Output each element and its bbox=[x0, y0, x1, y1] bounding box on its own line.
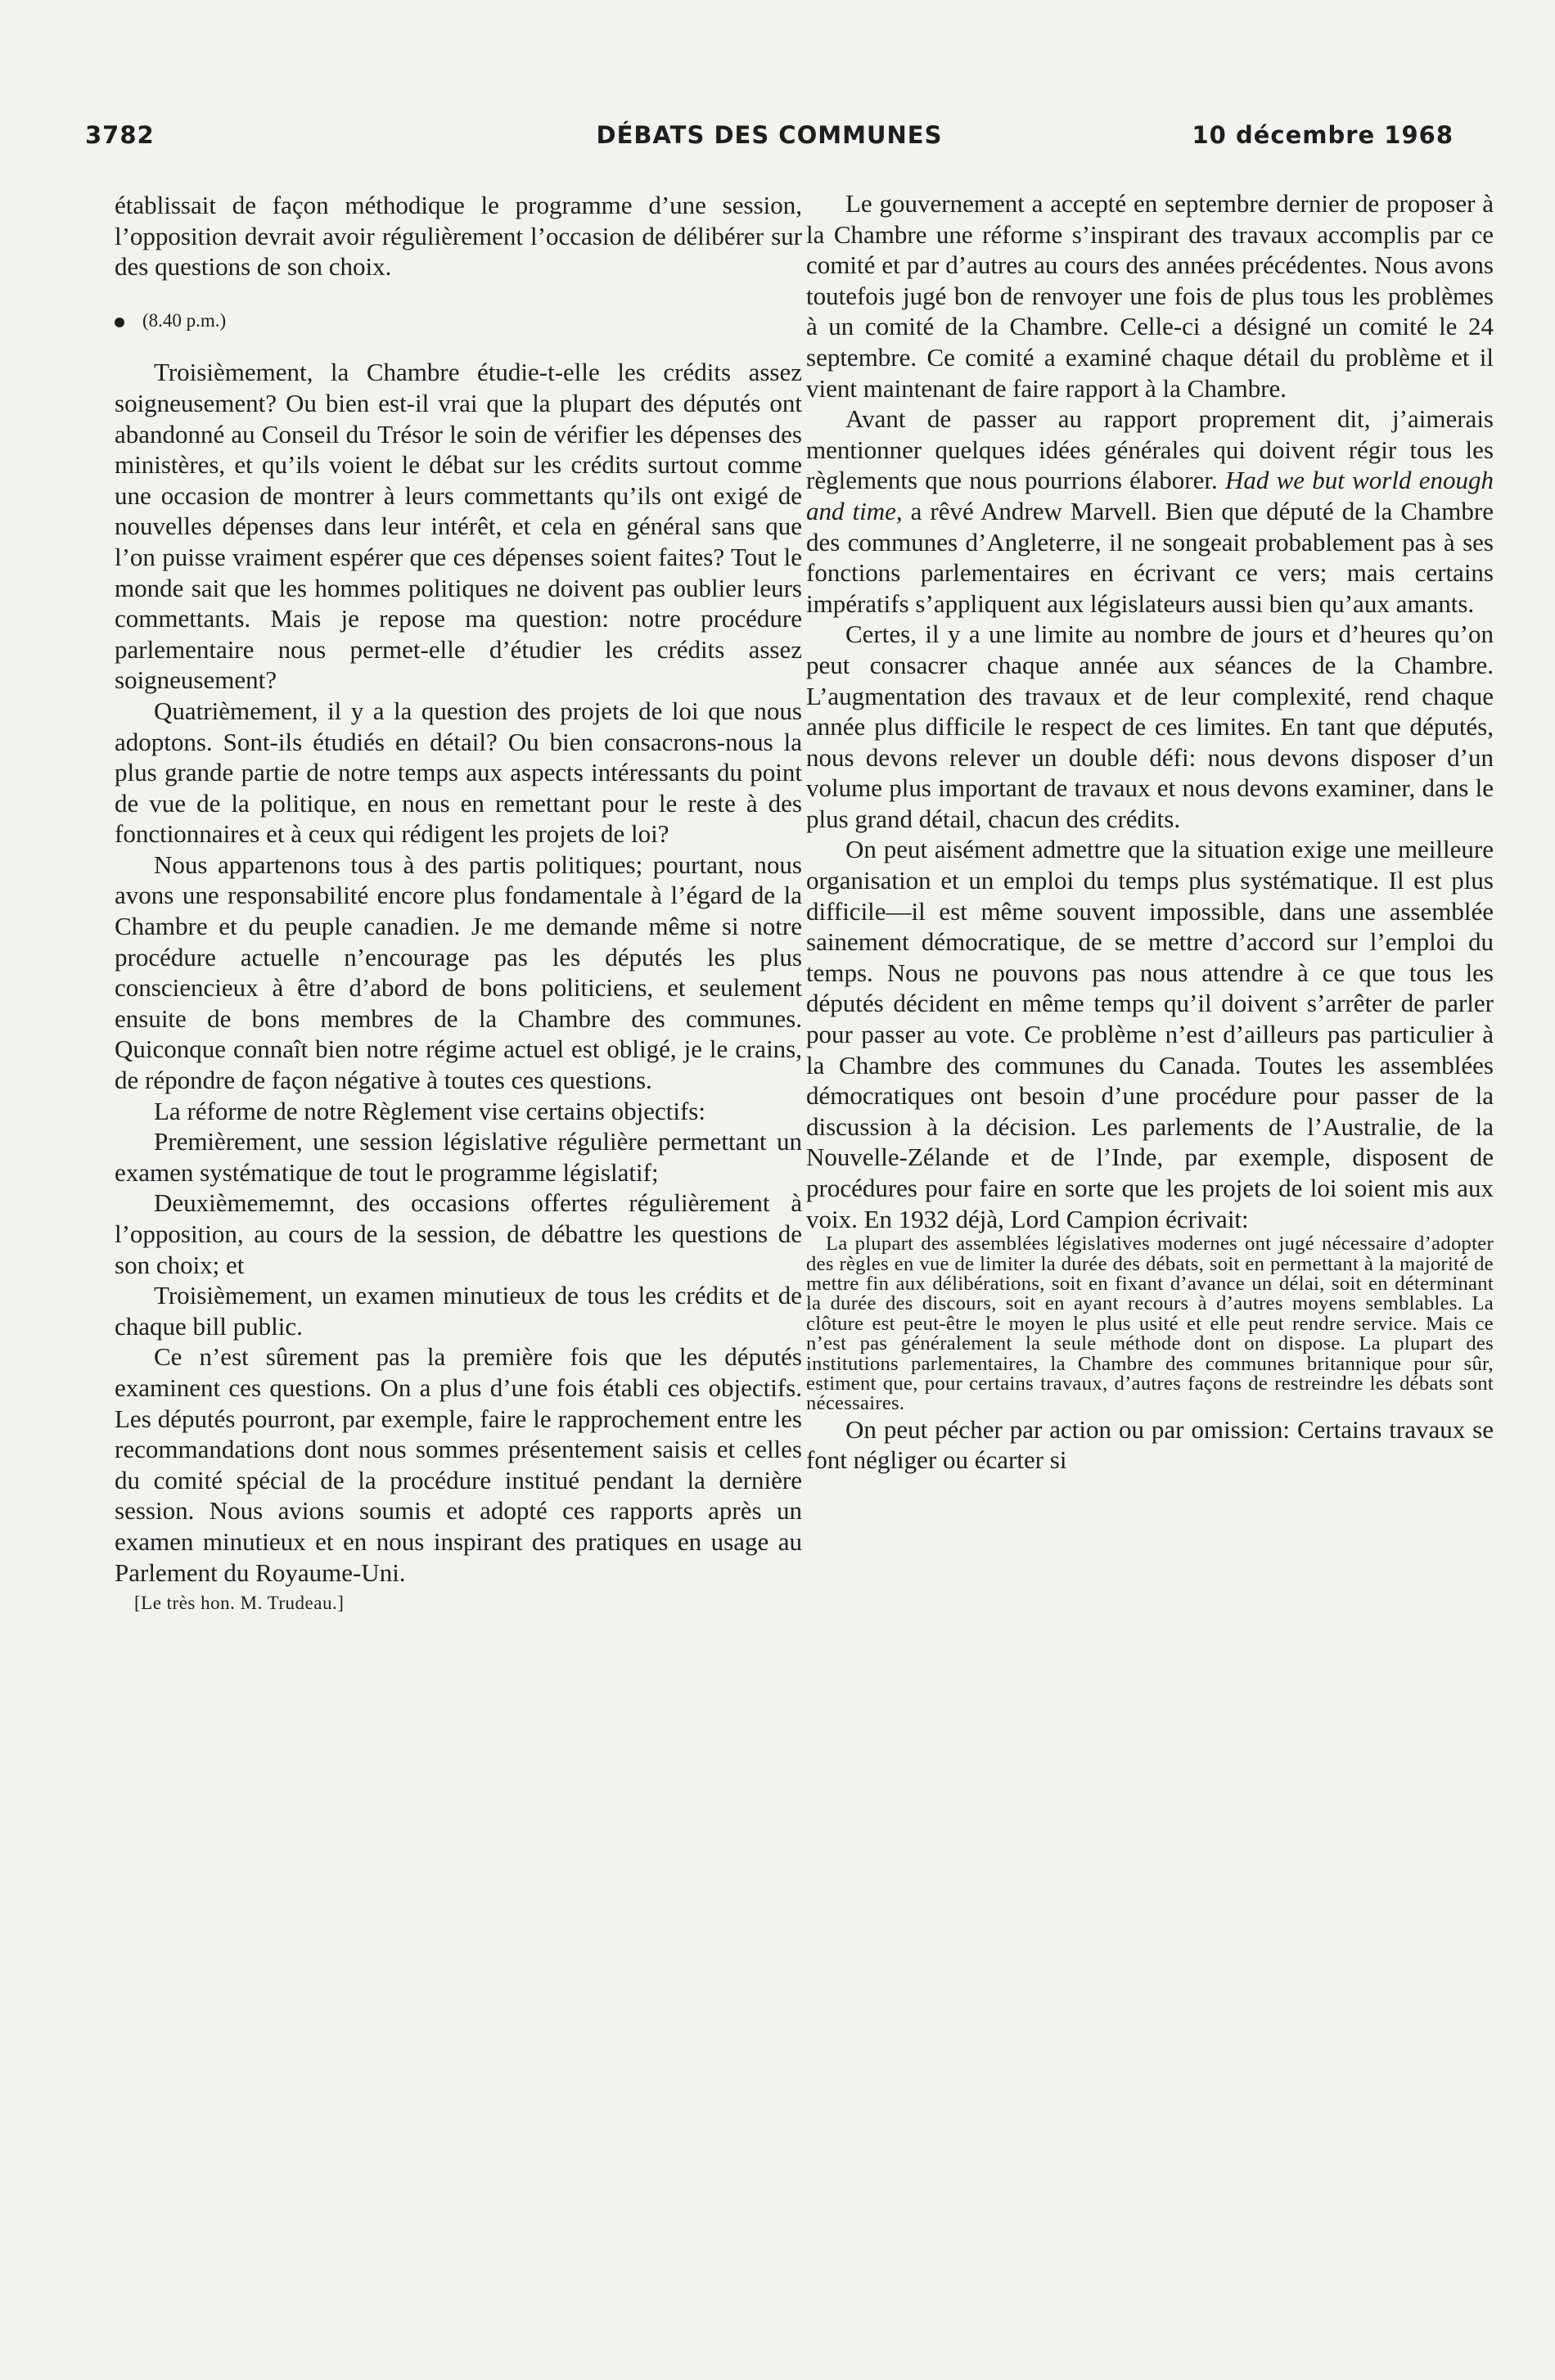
right-column bbox=[806, 188, 1494, 1476]
page-header bbox=[85, 121, 1454, 154]
paragraph-text: Avant de passer au rapport proprement dit, j’aimerais mentionner quelques idées générales qui doivent régir tous les règlements que nous pourrions élaborer. bbox=[806, 404, 1494, 495]
italic-quotation: Had we but world enough and time, bbox=[806, 466, 1494, 525]
paragraph: On peut pécher par action ou par omission: Certains travaux se font négliger ou écarter si bbox=[806, 1414, 1494, 1475]
paragraph-text: a rêvé Andrew Marvell. Bien que député de la Chambre des communes d’Angleterre, il ne songeait probablement pas à ses fonctions parlementaires en écrivant ce vers; mais certains impératifs s’appliquent aux législateurs aussi bien qu’aux amants. bbox=[806, 496, 1494, 618]
left-column bbox=[115, 190, 802, 1619]
block-quote: La plupart des assemblées législatives modernes ont jugé nécessaire d’adopter des règles en vue de limiter la durée des débats, soit en permettant à la majorité de mettre fin aux délibérations, soit en fixant d’avance un délai, soit en déterminant la durée des discours, soit en ayant recours à d’autres moyens semblables. La clôture est peut-être le moyen le plus usité et elle peut rendre service. Mais ce n’est pas généralement la seule méthode dont on dispose. La plupart des institutions parlementaires, la Chambre des communes britannique pour sûr, estiment que, pour certains travaux, d’autres façons de restreindre les débats sont nécessaires. bbox=[806, 1233, 1494, 1415]
paragraph: Nous appartenons tous à des partis politiques; pourtant, nous avons une responsabilité encore plus fondamentale à l’égard de la Chambre et du peuple canadien. Je me demande même si notre procédure actuelle n’encourage pas les députés les plus consciencieux à être d’abord de bons politiciens, et seulement ensuite de bons membres de la Chambre des communes. Quiconque connaît bien notre régime actuel est obligé, je le crains, de répondre de façon négative à toutes ces questions. bbox=[115, 850, 802, 1095]
speaker-attribution: [Le très hon. M. Trudeau.] bbox=[134, 1593, 345, 1614]
bullet-icon bbox=[115, 318, 124, 327]
page-number: 3782 bbox=[85, 121, 155, 149]
paragraph: Premièrement, une session législative régulière permettant un examen systématique de tout le programme législatif; bbox=[115, 1127, 802, 1187]
page-date: 10 décembre 1968 bbox=[1192, 121, 1454, 149]
paragraph: Deuxièmememnt, des occasions offertes régulièrement à l’opposition, au cours de la session, de débattre les questions de son choix; et bbox=[115, 1188, 802, 1279]
paragraph: La réforme de notre Règlement vise certains objectifs: bbox=[154, 1096, 705, 1125]
paragraph: Certes, il y a une limite au nombre de jours et d’heures qu’on peut consacrer chaque année aux séances de la Chambre. L’augmentation des travaux et de leur complexité, rend chaque année plus difficile le respect de ces limites. En tant que députés, nous devons relever un double défi: nous devons disposer d’un volume plus important de travaux et nous devons examiner, dans le plus grand détail, chacun des crédits. bbox=[806, 620, 1494, 833]
paragraph: Ce n’est sûrement pas la première fois que les députés examinent ces questions. On a plus d’une fois établi ces objectifs. Les députés pourront, par exemple, faire le rapprochement entre les recommandations dont nous sommes présentement saisis et celles du comité spécial de la procédure institué pendant la dernière session. Nous avions soumis et adopté ces rapports après un examen minutieux et en nous inspirant des pratiques en usage au Parlement du Royaume-Uni. bbox=[115, 1342, 802, 1587]
paragraph bbox=[806, 403, 1494, 619]
paragraph: Le gouvernement a accepté en septembre dernier de proposer à la Chambre une réforme s’inspirant des travaux accomplis par ce comité et par d’autres au cours des années précédentes. Nous avons toutefois jugé bon de renvoyer une fois de plus tous les problèmes à un comité de la Chambre. Celle-ci a désigné un comité le 24 septembre. Ce comité a examiné chaque détail du problème et il vient maintenant de faire rapport à la Chambre. bbox=[806, 189, 1494, 403]
paragraph: établissait de façon méthodique le programme d’une session, l’opposition devrait avoir régulièrement l’occasion de délibérer sur des questions de son choix. bbox=[115, 191, 802, 282]
timestamp-text: (8.40 p.m.) bbox=[142, 309, 227, 331]
paragraph: Troisièmement, un examen minutieux de tous les crédits et de chaque bill public. bbox=[115, 1281, 802, 1341]
paragraph: Troisièmement, la Chambre étudie-t-elle les crédits assez soigneusement? Ou bien est-il vrai que la plupart des députés ont abandonné au Conseil du Trésor le soin de vérifier les dépenses des ministères, et qu’ils voient le débat sur les crédits surtout comme une occasion de montrer à leurs commettants qu’ils ont exigé de nouvelles dépenses dans leur intérêt, et cela en général sans que l’on puisse vraiment espérer que ces dépenses soient faites? Tout le monde sait que les hommes politiques ne doivent pas oublier leurs commettants. Mais je repose ma question: notre procédure parlementaire nous permet-elle d’étudier les crédits assez soigneusement? bbox=[115, 358, 802, 695]
paragraph: On peut aisément admettre que la situation exige une meilleure organisation et un emploi du temps plus systématique. Il est plus difficile—il est même souvent impossible, dans une assemblée sainement démocratique, de se mettre d’accord sur l’emploi du temps. Nous ne pouvons pas nous attendre à ce que tous les députés décident en même temps qu’il doivent s’arrêter de parler pour passer au vote. Ce problème n’est d’ailleurs pas particulier à la Chambre des communes du Canada. Toutes les assemblées démocratiques ont besoin d’une procédure pour passer de la discussion à la décision. Les parlements de l’Australie, de la Nouvelle-Zélande et de l’Inde, par exemple, disposent de procédures pour faire en sorte que les projets de loi soient mis aux voix. En 1932 déjà, Lord Campion écrivait: bbox=[806, 835, 1494, 1233]
publication-title: DÉBATS DES COMMUNES bbox=[596, 121, 943, 149]
timestamp bbox=[115, 305, 802, 336]
paragraph: Quatrièmement, il y a la question des projets de loi que nous adoptons. Sont-ils étudiés en détail? Ou bien consacrons-nous la plus grande partie de notre temps aux aspects intéressants du point de vue de la politique, en nous en remettant pour le reste à des fonctionnaires et à ceux qui rédigent les projets de loi? bbox=[115, 696, 802, 849]
